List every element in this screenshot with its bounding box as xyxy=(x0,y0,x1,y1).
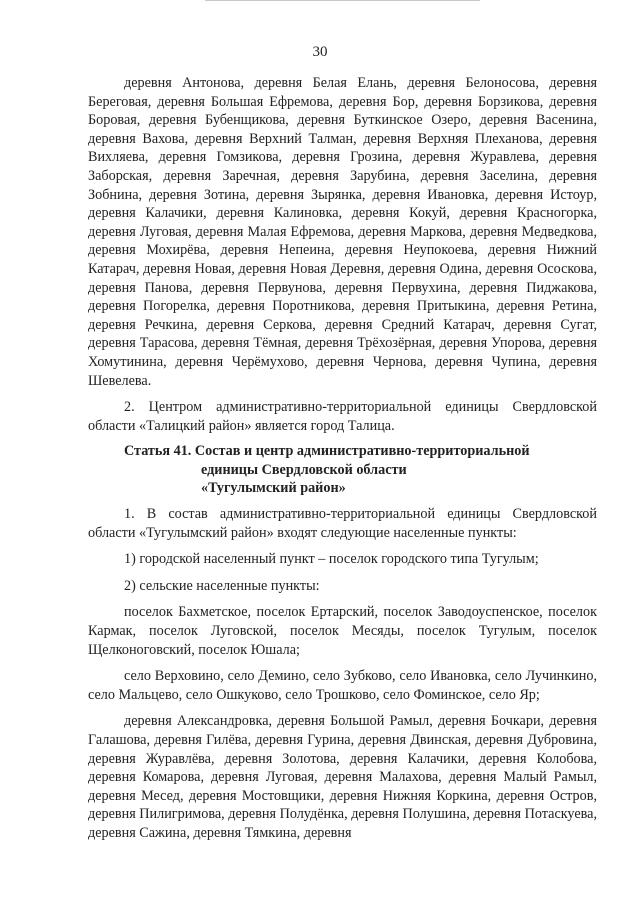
talitsky-villages-paragraph: деревня Антонова, деревня Белая Елань, деревня Белоносова, деревня Береговая, деревня Большая Ефремова, деревня Бор, деревня Борзикова, деревня Боровая, деревня Бубенщикова, деревня Буткинское Озеро, деревня Васенина, деревня Вахова, деревня Верхний Талман, деревня Верхняя Плеханова, деревня Вихляева, деревня Гомзикова, деревня Грозина, деревня Журавлева, деревня Заборская, деревня Заречная, деревня Зарубина, деревня Заселина, деревня Зобнина, деревня Зотина, деревня Зырянка, деревня Ивановка, деревня Истоур, деревня Калачики, деревня Калиновка, деревня Кокуй, деревня Красногорка, деревня Луговая, деревня Малая Ефремова, деревня Маркова, деревня Медведкова, деревня Мохирёва, деревня Непеина, деревня Неупокоева, деревня Нижний Катарач, деревня Новая, деревня Новая Деревня, деревня Одина, деревня Ососкова, деревня Панова, деревня Первунова, деревня Первухина, деревня Пиджакова, деревня Погорелка, деревня Поротникова, деревня Притыкина, деревня Ретина, деревня Речкина, деревня Серкова, деревня Средний Катарач, деревня Сугат, деревня Тарасова, деревня Тёмная, деревня Трёхозёрная, деревня Упорова, деревня Хомутинина, деревня Черёмухово, деревня Чернова, деревня Чупина, деревня Шевелева. xyxy=(88,75,597,389)
top-scan-rule xyxy=(205,0,480,3)
selos-paragraph: село Верховино, село Демино, село Зубково, село Ивановка, село Лучинкино, село Мальцево, село Ошкуково, село Трошково, село Фоминское, село Яр; xyxy=(88,668,597,703)
talitsky-center-paragraph: 2. Центром административно-территориальной единицы Свердловской области «Талицкий район» является город Талица. xyxy=(88,399,597,434)
article-heading-line-1: Статья 41. Состав и центр административно-территориальной xyxy=(124,443,530,460)
article-heading-line-3: «Тугулымский район» xyxy=(201,480,346,497)
villages-paragraph: деревня Александровка, деревня Большой Рамыл, деревня Бочкари, деревня Галашова, деревня Гилёва, деревня Гурина, деревня Двинская, деревня Дубровина, деревня Журавлёва, деревня Золотова, деревня Калачики, деревня Колобова, деревня Комарова, деревня Луговая, деревня Малахова, деревня Малый Рамыл, деревня Месед, деревня Мостовщики, деревня Нижняя Коркина, деревня Остров, деревня Пилигримова, деревня Полудёнка, деревня Полушина, деревня Потаскуева, деревня Сажина, деревня Тямкина, деревня xyxy=(88,713,597,841)
rural-settlements-label: 2) сельские населенные пункты: xyxy=(124,577,320,594)
settlements-paragraph: поселок Бахметское, поселок Ертарский, поселок Заводоуспенское, поселок Кармак, поселок Луговской, поселок Месяды, поселок Тугулым, поселок Щелконоговский, поселок Юшала; xyxy=(88,604,597,658)
page-body xyxy=(88,74,597,843)
urban-settlement-item: 1) городской населенный пункт – поселок городского типа Тугулым; xyxy=(124,551,539,568)
article-41-item-1: 1. В состав административно-территориальной единицы Свердловской области «Тугулымский район» входят следующие населенные пункты: xyxy=(88,506,597,541)
article-41-heading xyxy=(88,442,597,498)
article-heading-line-2: единицы Свердловской области xyxy=(201,461,407,478)
page-number: 30 xyxy=(312,44,328,60)
